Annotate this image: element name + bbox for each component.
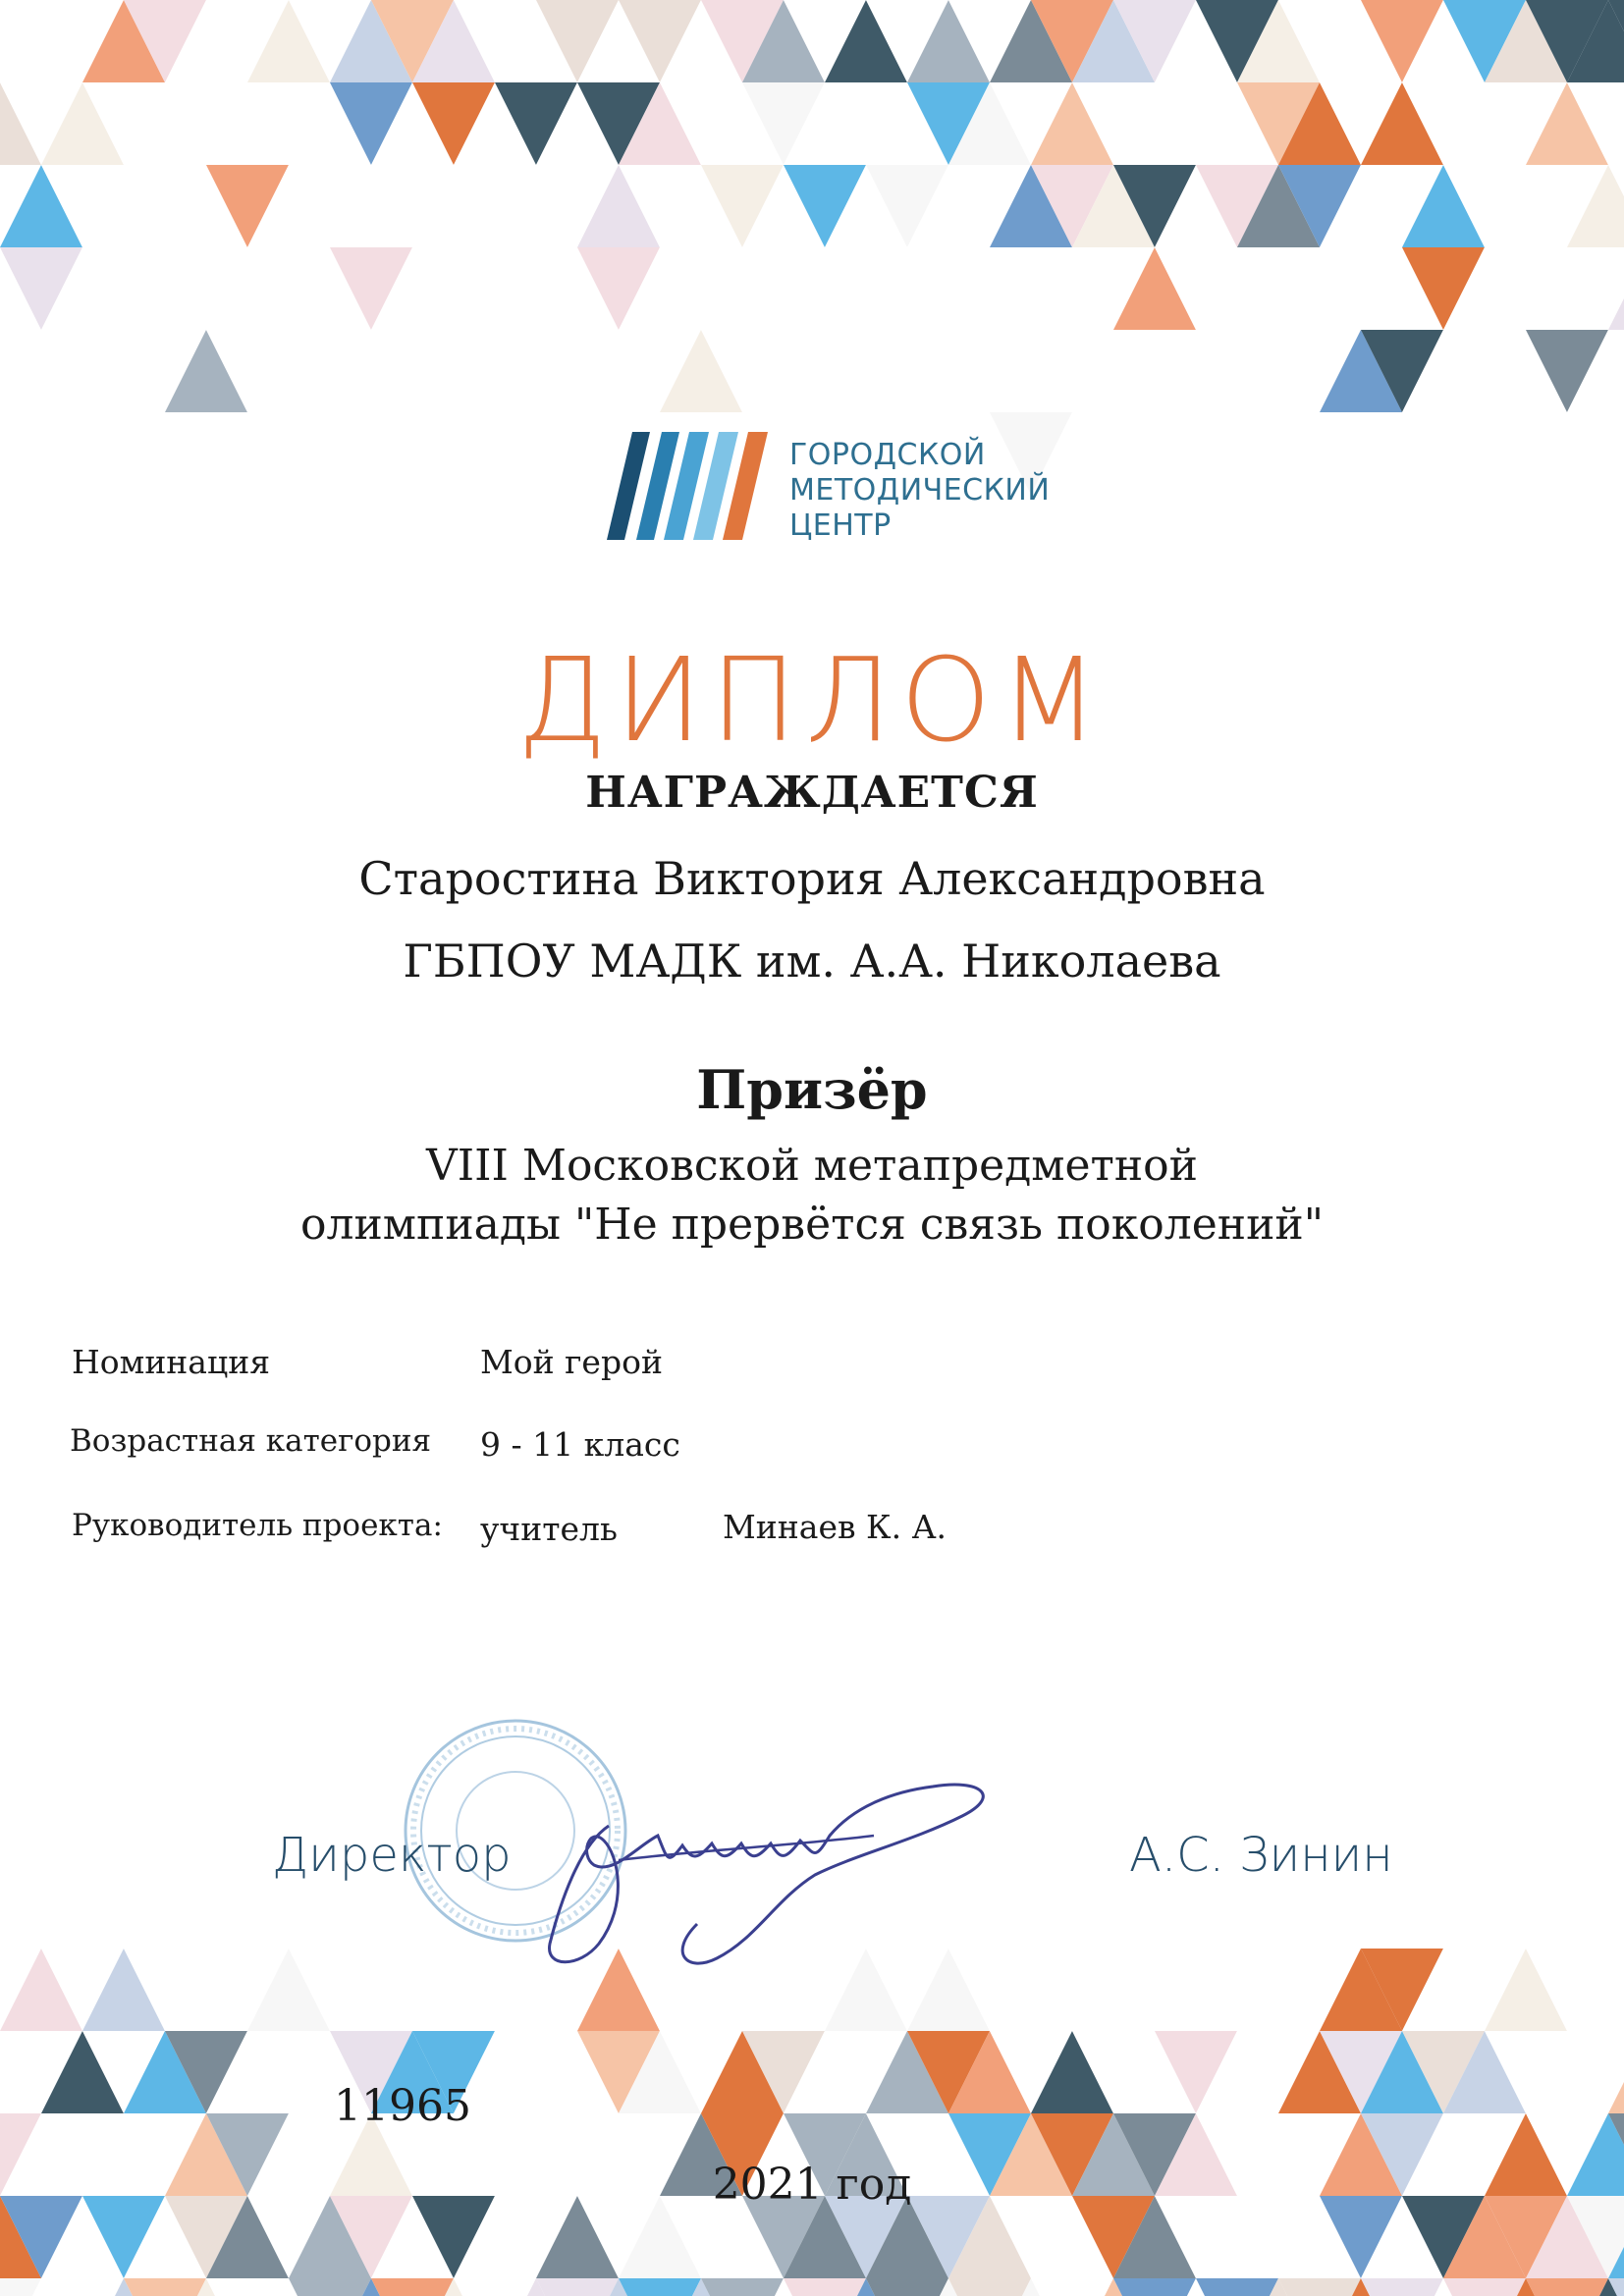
decor-triangle [1113,2278,1196,2296]
decor-triangle [454,2278,536,2296]
decor-triangle [1278,2278,1361,2296]
project-leader-role: учитель [480,1510,618,1548]
decor-triangle [1526,2278,1608,2296]
signature-icon [520,1767,1011,1983]
decor-triangle [948,2278,1031,2296]
logo-line-1: ГОРОДСКОЙ [789,438,986,472]
decor-triangle [41,2278,124,2296]
diploma-title: ДИПЛОМ [516,632,1108,768]
logo-line-3: ЦЕНТР [789,508,892,543]
decor-triangle [289,2278,371,2296]
decor-triangle [701,2278,784,2296]
director-name: А.С. Зинин [1129,1828,1393,1883]
age-category-label: Возрастная категория [70,1423,432,1459]
project-leader-name: Минаев К. А. [723,1508,947,1546]
recipient-name: Старостина Виктория Александровна [358,852,1266,905]
logo-mark-icon [607,432,774,540]
decor-triangle [1443,2278,1526,2296]
gmc-logo [607,432,1051,545]
age-category-value: 9 - 11 класс [480,1425,680,1464]
director-title: Директор [272,1828,512,1883]
event-line-2: олимпиады "Не прервётся связь поколений" [300,1200,1324,1250]
decor-triangle [619,2278,701,2296]
event-line-1: VIII Московской метапредметной [425,1141,1198,1191]
decor-triangle [371,2278,454,2296]
diploma-year: 2021 год [712,2160,912,2210]
logo-text [789,438,1050,544]
decor-triangle [784,2278,866,2296]
decor-triangle [866,2278,948,2296]
decor-triangle [1196,2278,1278,2296]
organization: ГБПОУ МАДК им. А.А. Николаева [403,934,1221,988]
decor-triangle [1361,2278,1443,2296]
decor-triangle [536,2278,619,2296]
diploma-number: 11965 [334,2081,471,2131]
rank: Призёр [696,1058,928,1121]
decor-triangle [1031,2278,1113,2296]
nomination-value: Мой герой [480,1343,663,1381]
awarded-label: НАГРАЖДАЕТСЯ [585,768,1039,818]
logo-line-2: МЕТОДИЧЕСКИЙ [789,473,1051,507]
bottom-triangle-pattern [0,1949,1624,2296]
decor-triangle [206,2278,289,2296]
nomination-label: Номинация [72,1343,271,1381]
project-leader-label: Руководитель проекта: [72,1508,443,1543]
decor-triangle [124,2278,206,2296]
